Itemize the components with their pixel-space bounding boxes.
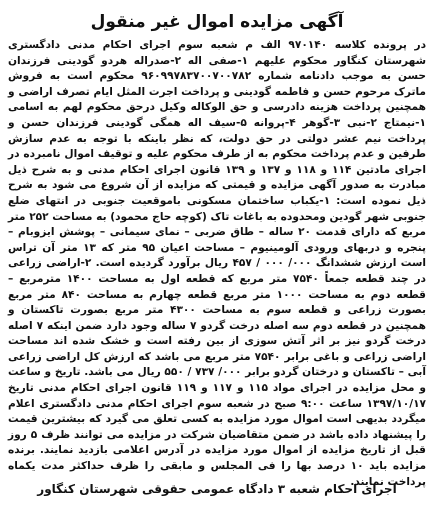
- notice-signature: اجرای احکام شعبه ۳ دادگاه عمومی حقوقی شهرستان کنگاور: [37, 482, 397, 496]
- notice-title: آگهی مزایده اموال غیر منقول: [90, 12, 344, 32]
- notice-body: [8, 38, 426, 490]
- notice-paragraph: در پرونده کلاسه ۹۷۰۱۴۰ الف م شعبه سوم اجرای احکام مدنی دادگستری شهرستان کنگاور محکوم علیهم ۱-صفی اله ۲-صدراله هردو گودینی فرزندان حسن به موجب دادنامه شماره ۹۶۰۹۹۷۸۳۷۰۰۷۰۰۷۸۲ محکوم است به فروش ماترک مرحوم حسن و فاطمه گودینی و پرداخت اجرت المثل ایام تصرف اراضی و همچنین پرداخت هزینه دادرسی و حق الوکاله وکیل درحق محکوم لهم به اسامی ۱-نیمتاج ۲-نبی ۳-گوهر ۴-پروانه ۵-سیف اله همگی گودینی فرزندان حسن و پرداخت نیم عشر دولتی در حق دولت، که نظر باینکه با توجه به عدم سازش طرفین و عدم پرداخت محکوم به از طرف محکوم علیه و توقیف اموال نامبرده در اجرای مادتین ۱۱۴ و ۱۱۸ و ۱۳۷ و ۱۳۹ قانون اجرای احکام مدنی و به شرح ذیل مبادرت به صدور آگهی مزایده و قیمتی که مزایده از آن شروع می شود به شرح ذیل نموده است: ۱-یکباب ساختمان مسکونی باموقعیت جنوبی در انتهای ضلع جنوبی شهر گودین ومحدوده به باغات تاک (کوچه حاج محمود) به مساحت ۲۵۲ متر مربع که دارای قدمت ۲۰ ساله – طاق ضربی – نمای سیمانی – پوشش ایزوبام – پنجره و دربهای ورودی آلومینیوم – مساحت اعیان ۹۵ متر که ۱۳ متر آن تراس است ارزش ششدانگ ۰۰۰/ ۰۰۰ / ۴۵۷ ریال برآورد گردیده است. ۲-اراضی زراعی در چند قطعه جمعاً ۷۵۴۰ متر مربع که قطعه اول به مساحت ۱۴۰۰ مترمربع – قطعه دوم به مساحت ۱۰۰۰ متر مربع قطعه چهارم به مساحت ۸۴۰ متر مربع بصورت زراعی و قطعه سوم به مساحت ۴۳۰۰ متر مربع بصورت تاکستان و همچنین در قطعه دوم سه اصله درخت گردو ۷ ساله وجود دارد ضمن اینکه ۷ اصله درخت گردو نیز بر اثر آتش سوزی از بین رفته است و خشک شده اند مساحت اراضی زراعی و باغی برابر ۷۵۴۰ متر مربع می باشد که ارزش کل اراضی زراعی آبی – تاکستان و درختان گردو برابر ۰۰۰/ ۷۳۷ / ۵۵۰ ریال می باشد. تاریخ و ساعت و محل مزایده در اجرای مواد ۱۱۵ و ۱۱۷ و ۱۱۹ قانون اجرای احکام مدنی تاریخ ۱۳۹۷/۱۰/۱۷ ساعت ۹:۰۰ صبح در شعبه سوم اجرای احکام مدنی دادگستری اعلام میگردد بدیهی است اموال مورد مزایده به کسی تعلق می گیرد که بیشترین قیمت را پیشنهاد داده باشد در ضمن متقاضیان شرکت در مزایده می توانند ظرف ۵ روز قبل از تاریخ مزایده از اموال مورد مزایده در آدرس اعلامی بازدید نمایند. برنده مزایده باید ۱۰ درصد بها را فی المجلس و مابقی را ظرف حداکثر مدت یکماه پرداخت نمایند.: [8, 39, 427, 488]
